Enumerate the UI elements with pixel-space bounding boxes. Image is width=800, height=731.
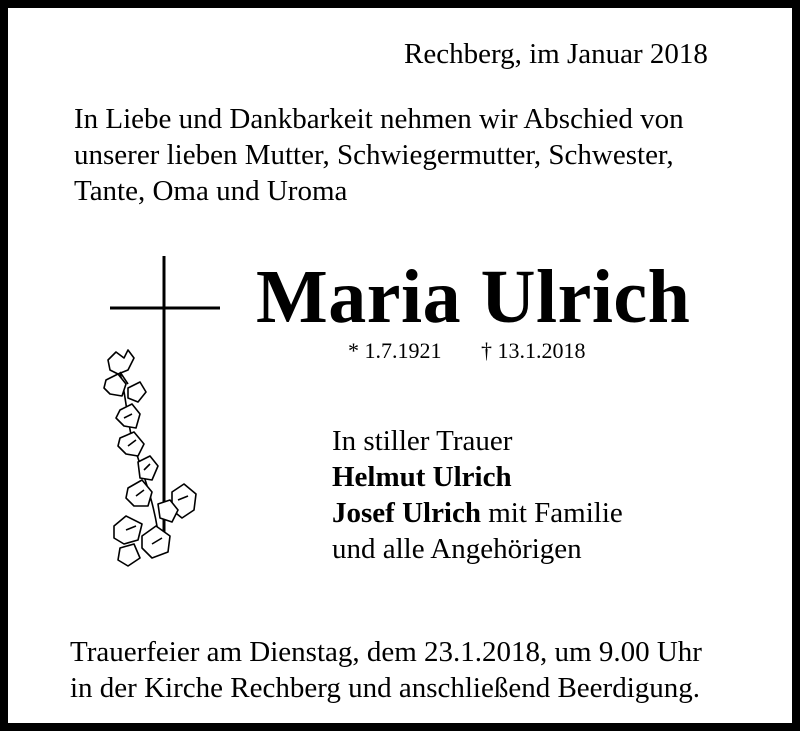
ceremony-line: Trauerfeier am Dienstag, dem 23.1.2018, um 9.00 Uhr	[70, 636, 702, 668]
mourner-name: Josef Ulrich	[332, 497, 481, 529]
life-dates	[348, 338, 586, 364]
death-date: † 13.1.2018	[481, 338, 586, 363]
mourners-closing: und alle Angehörigen	[332, 533, 582, 565]
birth-date: * 1.7.1921	[348, 338, 442, 363]
mourner-family-suffix: mit Familie	[481, 497, 623, 529]
ceremony-line: in der Kirche Rechberg und anschließend Beerdigung.	[70, 672, 701, 704]
mourners-block	[332, 423, 623, 567]
ceremony-info	[70, 634, 702, 706]
ivy-vine-icon	[104, 350, 196, 566]
mourning-heading: In stiller Trauer	[332, 425, 513, 457]
mourner-name: Helmut Ulrich	[332, 461, 512, 493]
intro-line: unserer lieben Mutter, Schwiegermutter, Schwester,	[74, 139, 674, 171]
place-date-line: Rechberg, im Januar 2018	[404, 38, 708, 70]
intro-line: In Liebe und Dankbarkeit nehmen wir Abschied von	[74, 103, 684, 135]
cross-icon	[98, 248, 228, 578]
intro-text	[74, 101, 684, 209]
intro-line: Tante, Oma und Uroma	[74, 175, 348, 207]
deceased-name: Maria Ulrich	[256, 255, 691, 339]
